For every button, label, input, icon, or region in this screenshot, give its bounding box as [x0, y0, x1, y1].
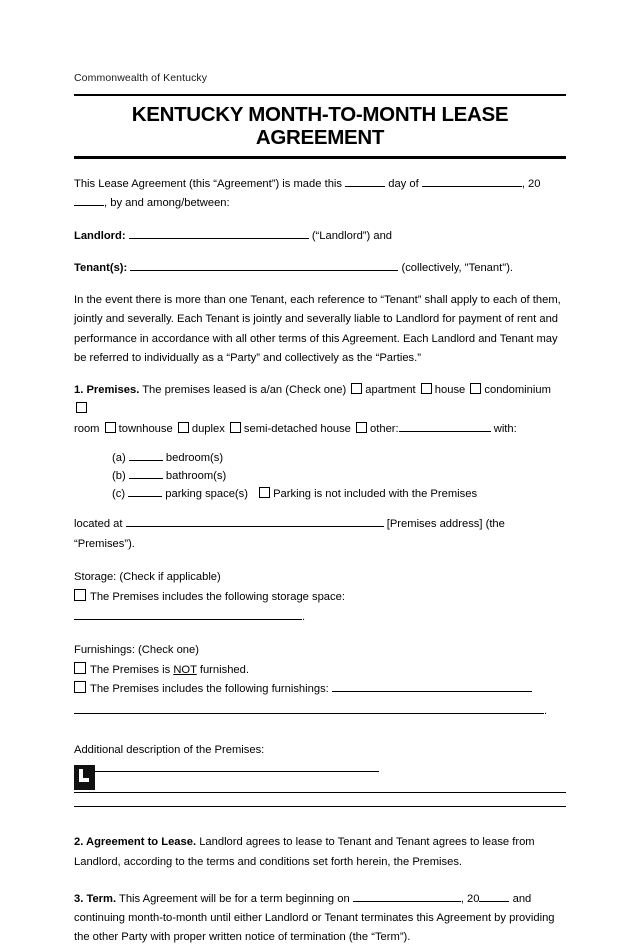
storage-option-line: The Premises includes the following storage space: . [74, 588, 566, 627]
term-paragraph [74, 890, 566, 948]
intro-text-1: This Lease Agreement (this “Agreement”) is made this [74, 178, 342, 191]
premises-option-condominium: condominium [484, 384, 551, 397]
premises-item-c [112, 485, 566, 503]
premises-option-townhouse: townhouse [118, 422, 173, 435]
furnishings-heading: Furnishings: (Check one) [74, 643, 199, 656]
checkbox-townhouse[interactable] [105, 422, 116, 433]
title-bottom-rule [74, 156, 566, 159]
checkbox-condominium[interactable] [470, 383, 481, 394]
additional-description-blank-3[interactable] [74, 806, 566, 807]
premises-item-a [112, 449, 566, 467]
checkbox-semi-detached-house[interactable] [230, 422, 241, 433]
intro-paragraph [74, 175, 566, 214]
storage-section [74, 568, 566, 627]
located-at-line [74, 515, 566, 554]
legal-templates-logo-icon [74, 765, 95, 790]
located-at-label: located at [74, 518, 123, 531]
furnishings-continuation-line: . [74, 702, 566, 721]
premises-item-b-marker: (b) [112, 470, 126, 483]
term-heading: 3. Term. [74, 892, 117, 905]
premises-heading: 1. Premises. [74, 384, 140, 397]
tenant-name-blank[interactable] [130, 259, 398, 271]
multi-tenant-paragraph: In the event there is more than one Tenant, each reference to “Tenant” shall apply to each of them, jointly and severally. Each Tenant is jointly and severally liable to Landlord for payment of rent and performance in accordance with all other terms of this Agreement. Each Landlord and Tenant may be referred to individually as a “Party” and collectively as the “Parties.” [74, 294, 561, 364]
checkbox-storage[interactable] [74, 589, 86, 601]
premises-address-blank[interactable] [126, 516, 384, 528]
furnishings-option1-pre: The Premises is [90, 664, 171, 677]
furnishings-section [74, 641, 566, 721]
term-text-2: , 20 [460, 892, 480, 905]
premises-lead: The premises leased is a/an (Check one) [142, 384, 347, 397]
term-text-3: and continuing month-to-month until either Landlord or Tenant terminates this Agreement by providing the other Party with proper written notice of termination (the “Term”). [74, 892, 555, 944]
furnishings-option-includes [74, 680, 566, 699]
additional-description-blank-1[interactable] [74, 760, 379, 772]
intro-text-4: , by and among/between: [104, 197, 230, 210]
checkbox-not-furnished[interactable] [74, 662, 86, 674]
storage-heading: Storage: (Check if applicable) [74, 570, 221, 583]
located-at-suffix: [Premises address] (the “Premises”). [74, 518, 505, 550]
checkbox-apartment[interactable] [351, 383, 362, 394]
intro-day-blank[interactable] [345, 175, 385, 187]
jurisdiction-line: Commonwealth of Kentucky [74, 72, 208, 84]
page-title: KENTUCKY MONTH-TO-MONTH LEASE AGREEMENT [131, 103, 509, 149]
agreement-to-lease-heading: 2. Agreement to Lease. [74, 836, 197, 849]
bathroom-count-blank[interactable] [129, 468, 163, 480]
landlord-name-blank[interactable] [129, 227, 309, 239]
agreement-to-lease-paragraph [74, 833, 566, 872]
landlord-line [74, 227, 566, 246]
premises-option-row-1 [74, 381, 566, 420]
premises-row2-trailing: with: [493, 422, 517, 435]
parking-count-blank[interactable] [128, 486, 162, 498]
premises-section [74, 381, 566, 554]
checkbox-no-parking[interactable] [259, 487, 270, 498]
checkbox-room[interactable] [76, 402, 87, 413]
furnishings-option-not-furnished [74, 661, 566, 680]
premises-item-c-label: parking space(s) [165, 488, 248, 501]
parking-not-included-label: Parking is not included with the Premises [273, 488, 478, 501]
premises-item-a-label: bedroom(s) [165, 452, 224, 465]
premises-option-house: house [434, 384, 466, 397]
agreement-to-lease-text: Landlord agrees to lease to Tenant and Tenant agrees to lease from Landlord, according to the terms and conditions set forth herein, the Premises. [74, 836, 535, 868]
intro-text-2: day of [388, 178, 419, 191]
intro-text-3: , 20 [521, 178, 541, 191]
storage-space-blank[interactable] [74, 608, 302, 620]
premises-option-room: room [74, 422, 100, 435]
additional-description-section [74, 741, 566, 808]
premises-other-blank[interactable] [399, 420, 491, 432]
premises-option-row-2 [74, 420, 566, 439]
premises-option-other: other: [370, 422, 399, 435]
furnishings-option2-label: The Premises includes the following furnishings: [90, 683, 329, 696]
storage-option-label: The Premises includes the following storage space: [90, 591, 345, 604]
furnishings-list-blank-2[interactable] [74, 702, 544, 714]
intro-month-blank[interactable] [422, 175, 522, 187]
tenant-label: Tenant(s): [74, 261, 128, 274]
checkbox-other[interactable] [356, 422, 367, 433]
landlord-label: Landlord: [74, 229, 126, 242]
checkbox-duplex[interactable] [178, 422, 189, 433]
premises-item-a-marker: (a) [112, 452, 126, 465]
additional-description-blank-2[interactable] [74, 792, 566, 793]
landlord-suffix: (“Landlord”) and [311, 229, 393, 242]
bedroom-count-blank[interactable] [129, 449, 163, 461]
term-start-date-blank[interactable] [353, 890, 461, 902]
term-text-1: This Agreement will be for a term beginning on [118, 892, 350, 905]
premises-option-apartment: apartment [365, 384, 416, 397]
furnishings-list-blank-1[interactable] [332, 681, 532, 693]
tenant-line [74, 259, 566, 278]
premises-option-duplex: duplex [191, 422, 225, 435]
checkbox-furnished[interactable] [74, 681, 86, 693]
furnishings-option1-not: NOT [173, 664, 197, 677]
intro-year-blank[interactable] [74, 195, 104, 207]
premises-item-c-marker: (c) [112, 488, 126, 501]
premises-item-b [112, 467, 566, 485]
premises-item-b-label: bathroom(s) [165, 470, 227, 483]
additional-description-line [74, 741, 566, 780]
additional-description-label: Additional description of the Premises: [74, 743, 265, 756]
tenant-suffix: (collectively, "Tenant"). [401, 261, 514, 274]
term-year-blank[interactable] [479, 890, 509, 902]
checkbox-house[interactable] [421, 383, 432, 394]
furnishings-option1-post: furnished. [199, 664, 249, 677]
premises-option-semi-detached: semi-detached house [243, 422, 351, 435]
